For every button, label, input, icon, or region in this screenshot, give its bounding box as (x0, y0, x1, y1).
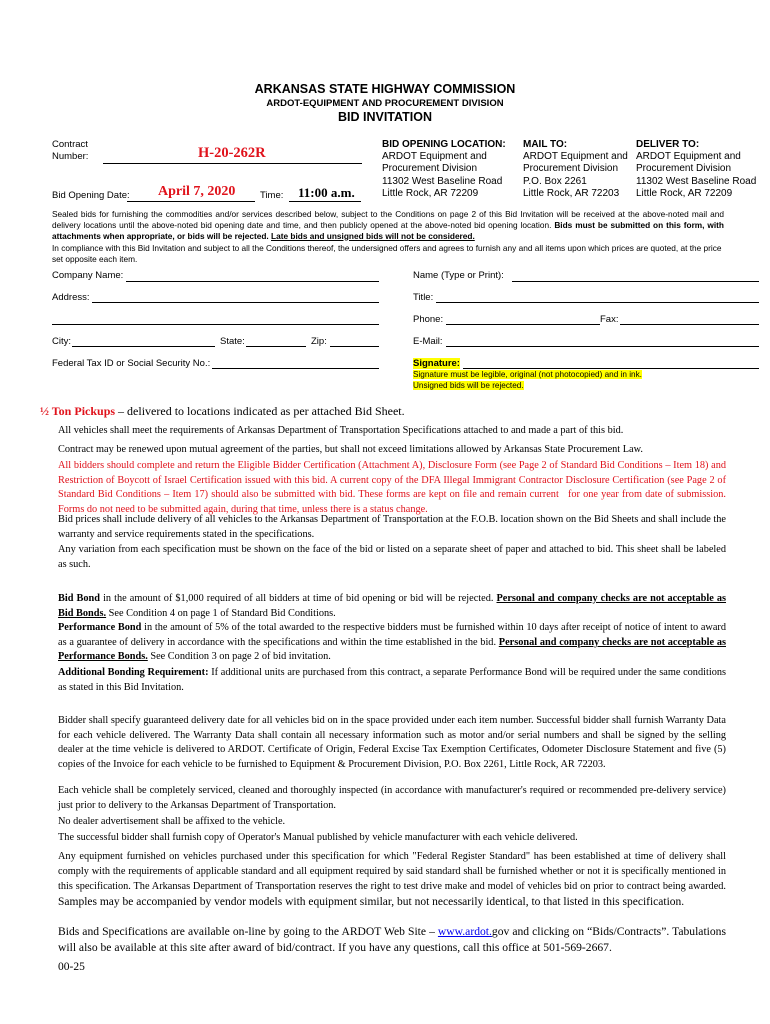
federal-standard-paragraph: Any equipment furnished on vehicles purchased under this specification for which "Federal Register Standard" has been established at time of delivery shall comply with the requirements of applicable standard and all equipment required by said standard shall be furnished whether or not it is specifically mentioned in this specification. The Arkansas Department of Transportation reserves the right to test drive make and model of vehicles bid on prior to contract being awarded. Samples may be accompanied by vendor models with equipment similar, but not necessarily identical, to that listed in this specification. (58, 851, 726, 908)
company-name-label: Company Name: (52, 270, 124, 281)
email-field[interactable] (446, 346, 759, 347)
delivery-paragraph: Bid prices shall include delivery of all vehicles to the Arkansas Department of Transportation at the F.O.B. location shown on the Bid Sheets and shall include the warranty and service requirements stated in the specifications. (58, 514, 726, 540)
bid-opening-location: BID OPENING LOCATION: ARDOT Equipment and Procurement Division 11302 West Baseline Road Little Rock, AR 72209 (382, 139, 506, 199)
signature-field[interactable] (463, 368, 759, 369)
fax-field[interactable] (620, 324, 759, 325)
document-title: BID INVITATION (338, 110, 432, 124)
phone-label: Phone: (413, 314, 444, 325)
email-label: E-Mail: (413, 336, 443, 347)
division-title: ARDOT-EQUIPMENT AND PROCUREMENT DIVISION (266, 98, 504, 109)
signature-label: Signature: (413, 358, 460, 369)
renewal-paragraph: Contract may be renewed upon mutual agreement of the parties, but shall not exceed limitations allowed by Arkansas State Procurement Law. (58, 444, 643, 455)
ardot-website-link[interactable]: www.ardot. (437, 925, 492, 938)
advertisement-paragraph: No dealer advertisement shall be affixed to the vehicle. (58, 816, 286, 827)
mail-to-location: MAIL TO: ARDOT Equipment and Procurement Division P.O. Box 2261 Little Rock, AR 72203 (523, 139, 628, 199)
variation-paragraph: Any variation from each specification must be shown on the face of the bid or listed on a separate sheet of paper and attached to bid. This sheet shall be labeled as such. (58, 544, 726, 570)
bid-date-value: April 7, 2020 (158, 184, 236, 199)
certification-paragraph: All bidders should complete and return the Eligible Bidder Certification (Attachment A), Disclosure Form (see Page 2 of Standard Bid Conditions – Item 18) and Restriction of Boycott of Israel Certification issued with this bid. A current copy of the DFA Illegal Immigrant Contractor Disclosure Certification (see Page 2 of Standard Bid Conditions – Item 17) should also be submitted with bid. These forms are kept on file and remain current for one year from date of submission. Forms do not need to be submitted again, during that time, unless there is a status change. (58, 460, 726, 515)
title-label: Title: (413, 292, 434, 303)
manual-paragraph: The successful bidder shall furnish copy of Operator's Manual published by vehicle manufacturer with each vehicle delivered. (58, 832, 578, 843)
tax-id-label: Federal Tax ID or Social Security No.: (52, 358, 211, 369)
address-field-2[interactable] (52, 324, 379, 325)
intro-paragraph: Sealed bids for furnishing the commodities and/or services described below, subject to the Conditions on page 2 of this Bid Invitation will be received at the above-noted mail and delivery locations until the above-noted bid opening date and time, and then publicly opened at the above-noted bid opening location. Bids must be submitted on this form, with attachments when appropriate, or bids will be rejected. Late bids and unsigned bids will not be considered. (52, 209, 724, 241)
contract-number: H-20-262R (198, 145, 266, 161)
phone-field[interactable] (446, 324, 600, 325)
zip-label: Zip: (311, 336, 327, 347)
compliance-paragraph: In compliance with this Bid Invitation and subject to all the Conditions thereof, the undersigned offers and agrees to furnish any and all items upon which prices are quoted, at the price set opposite each item. (52, 243, 722, 264)
contract-label: Contract Number: (52, 139, 89, 162)
performance-bond-paragraph: Performance Bond in the amount of 5% of the total awarded to the respective bidders must be furnished within 10 days after receipt of notice of intent to award as a guarantee of delivery in accordance with the specifications and within the time established in the bid. Personal and company checks are not acceptable as Performance Bonds. See Condition 3 on page 2 of bid invitation. (58, 622, 727, 663)
bid-date-line (127, 201, 255, 202)
warranty-paragraph: Bidder shall specify guaranteed delivery date for all vehicles bid on in the space provided under each item number. Successful bidder shall furnish Warranty Data for each vehicle delivered. The Warranty Data shall contain all necessary information such as motor and/or serial numbers and shall be signed by the selling dealer at the time vehicle is delivered to ARDOT. Certificate of Origin, Federal Excise Tax Exemption Certificates, Odometer Disclosure Statement and five (5) copies of the Invoice for each vehicle to be furnished to Equipment & Procurement Division, P.O. Box 2261, Little Rock, AR 72203. (58, 715, 726, 770)
city-field[interactable] (72, 346, 215, 347)
bid-bond-paragraph: Bid Bond in the amount of $1,000 required of all bidders at time of bid opening or bid will be rejected. Personal and company checks are not acceptable as Bid Bonds. See Condition 4 on page 1 of Standard Bid Conditions. (58, 593, 727, 619)
name-field[interactable] (512, 281, 759, 282)
unsigned-note: Unsigned bids will be rejected. (413, 381, 524, 390)
time-line (289, 201, 361, 202)
city-label: City: (52, 336, 71, 347)
state-label: State: (220, 336, 245, 347)
fax-label: Fax: (600, 314, 619, 325)
title-field[interactable] (436, 302, 759, 303)
bid-date-label: Bid Opening Date: (52, 190, 130, 201)
time-value: 11:00 a.m. (298, 185, 355, 200)
specifications-paragraph: All vehicles shall meet the requirements of Arkansas Department of Transportation Specifications attached to and made a part of this bid. (58, 425, 624, 436)
tax-id-field[interactable] (212, 368, 379, 369)
deliver-to-location: DELIVER TO: ARDOT Equipment and Procurement Division 11302 West Baseline Road Little Rock, AR 72209 (636, 139, 757, 199)
address-label: Address: (52, 292, 90, 303)
contract-number-line (103, 163, 362, 164)
signature-note: Signature must be legible, original (not photocopied) and in ink. (413, 370, 642, 379)
state-field[interactable] (246, 346, 306, 347)
time-label: Time: (260, 190, 284, 201)
commission-title: ARKANSAS STATE HIGHWAY COMMISSION (254, 82, 516, 96)
address-field[interactable] (92, 302, 379, 303)
name-label: Name (Type or Print): (413, 270, 504, 281)
company-name-field[interactable] (126, 281, 379, 282)
item-heading: ½ Ton Pickups – delivered to locations indicated as per attached Bid Sheet. (40, 404, 405, 418)
form-number: 00-25 (58, 961, 85, 973)
service-paragraph: Each vehicle shall be completely serviced, cleaned and thoroughly inspected (in accordance with manufacturer's required or recommended pre-delivery service) just prior to delivery to the Arkansas Department of Transportation. (58, 785, 726, 811)
additional-bonding-paragraph: Additional Bonding Requirement: If additional units are purchased from this contract, a separate Performance Bond will be required under the same conditions as stated in this Bid Invitation. (58, 667, 726, 693)
zip-field[interactable] (330, 346, 379, 347)
website-paragraph: Bids and Specifications are available on-line by going to the ARDOT Web Site – www.ardot.gov and clicking on “Bids/Contracts”. Tabulations will also be available at this site after award of bid/contract. If you have any questions, call this office at 501-569-2667. (58, 925, 726, 954)
